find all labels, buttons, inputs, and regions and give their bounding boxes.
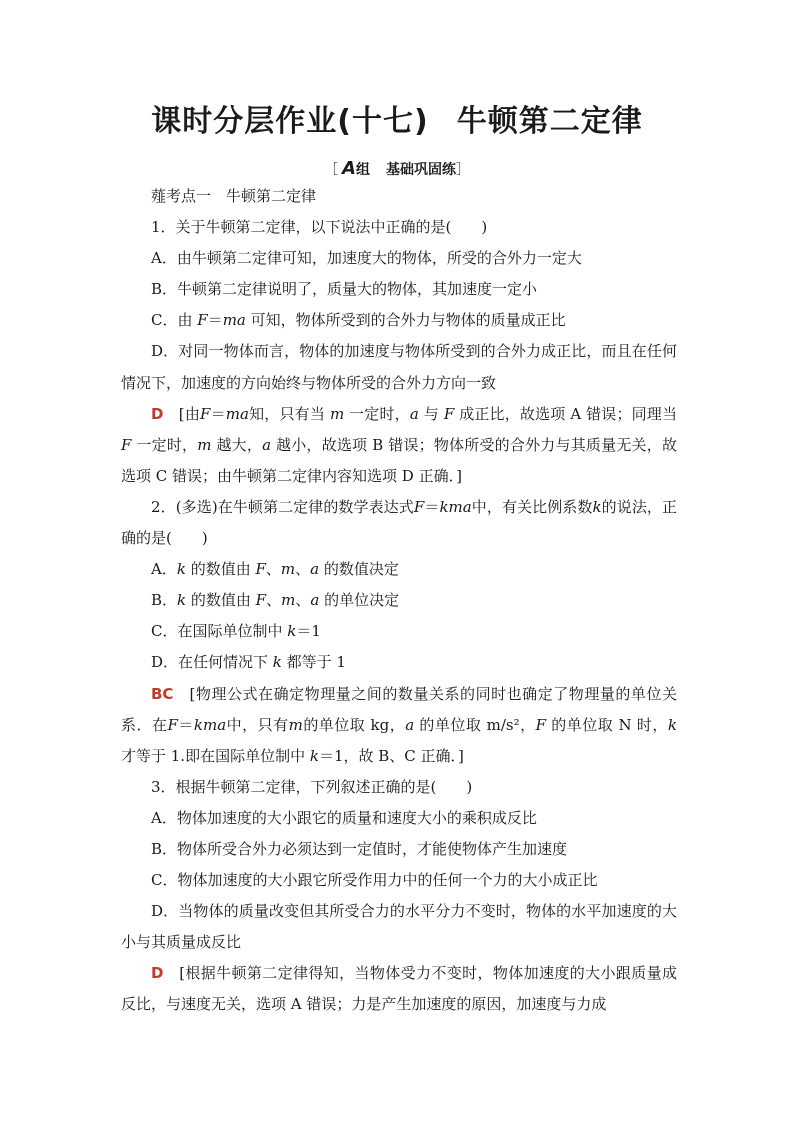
content-body	[121, 181, 677, 1021]
q1-option-a: A．由牛顿第二定律可知，加速度大的物体，所受的合外力一定大	[151, 249, 582, 268]
q2-explanation: BC [物理公式在确定物理量之间的数量关系的同时也确定了物理量的单位关系．在F＝kma中，只有m的单位取 kg，a 的单位取 m/s²，F 的单位取 N 时，k 才等于 1.即在国际单位制中 k＝1，故 B、C 正确．]	[121, 684, 677, 765]
bracket-close: ］	[455, 162, 470, 178]
q2-option-a: A．k 的数值由 F、m、a 的数值决定	[151, 560, 399, 579]
q2-answer: BC	[151, 684, 174, 703]
q1-explanation: D [由F＝ma知，只有当 m 一定时，a 与 F 成正比，故选项 A 错误；同理当F 一定时，m 越大，a 越小，故选项 B 错误；物体所受的合外力与其质量无关，故选项 C 错误；由牛顿第二定律内容知选项 D 正确．]	[121, 404, 677, 485]
group-label: 组	[355, 162, 370, 178]
bracket-open: ［	[324, 162, 339, 178]
q1-option-c: C．由 F＝ma 可知，物体所受到的合外力与物体的质量成正比	[151, 311, 566, 330]
q2-stem: 2．(多选)在牛顿第二定律的数学表达式F＝kma中，有关比例系数k的说法，正确的是( )	[121, 497, 677, 548]
group-a-icon: A	[342, 158, 356, 179]
q3-explanation: D [根据牛顿第二定律得知，当物体受力不变时，物体加速度的大小跟质量成反比，与速度无关，选项 A 错误；力是产生加速度的原因，加速度与力成	[121, 964, 677, 1014]
q3-option-a: A．物体加速度的大小跟它的质量和速度大小的乘积成反比	[151, 808, 537, 827]
q2-option-b: B．k 的数值由 F、m、a 的单位决定	[151, 591, 400, 610]
page-title	[0, 96, 794, 140]
q2-option-d: D．在任何情况下 k 都等于 1	[151, 653, 346, 672]
q3-option-d: D．当物体的质量改变但其所受合力的水平分力不变时，物体的水平加速度的大小与其质量成反比	[121, 902, 677, 952]
section-name: 基础巩固练	[385, 162, 456, 178]
q3-answer: D	[151, 964, 164, 983]
section-header	[0, 158, 794, 179]
q3-option-b: B．物体所受合外力必须达到一定值时，才能使物体产生加速度	[151, 839, 568, 858]
q1-stem: 1．关于牛顿第二定律，以下说法中正确的是( )	[151, 218, 488, 237]
q3-stem: 3．根据牛顿第二定律，下列叙述正确的是( )	[151, 777, 473, 796]
q3-option-c: C．物体加速度的大小跟它所受作用力中的任何一个力的大小成正比	[151, 871, 598, 890]
q1-option-b: B．牛顿第二定律说明了，质量大的物体，其加速度一定小	[151, 280, 538, 299]
knowledge-point-label: 薤考点一 牛顿第二定律	[151, 187, 317, 205]
q1-option-d: D．对同一物体而言，物体的加速度与物体所受到的合外力成正比，而且在任何情况下，加速度的方向始终与物体所受的合外力方向一致	[121, 342, 677, 392]
title-main: 课时分层作业(十七)	[151, 104, 429, 139]
q2-option-c: C．在国际单位制中 k＝1	[151, 622, 321, 641]
q1-answer: D	[151, 404, 164, 423]
title-sub: 牛顿第二定律	[456, 104, 643, 139]
